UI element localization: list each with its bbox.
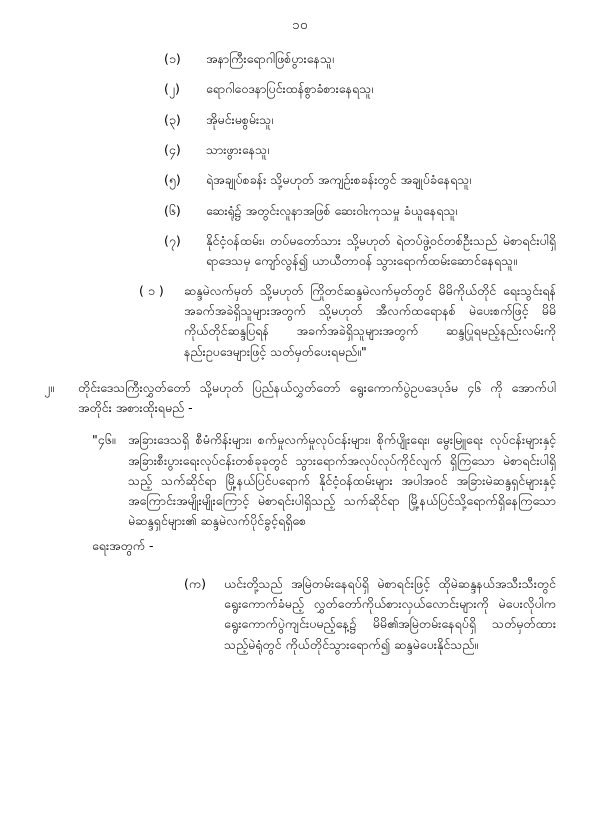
list-item-text: အနာကြီးရောဂါဖြစ်ပွားနေသူ၊ bbox=[206, 50, 335, 66]
page-number: ၁၀ bbox=[292, 18, 308, 33]
lettered-item-text: ယင်းတို့သည် အမြဲတမ်းနေရပ်ရှိ မဲစာရင်းဖြင့် ထိုမဲဆန္ဒနယ်အသီးသီးတွင် ရွေးကောက်ခံမည့် လွှတ်တော်ကိုယ်စားလှယ်လောင်းများကို မဲပေးလိုပါက ရွေးကောက်ပွဲကျင်းပမည့်နေ့၌ မိမိ၏အမြဲတမ်းနေရပ်ရှိ သတ်မှတ်ထားသည့်မဲရုံတွင် ကိုယ်တိုင်သွားရောက်၍ ဆန္ဒမဲပေးနိုင်သည်။ bbox=[224, 575, 556, 652]
list-item-marker: (၃) bbox=[164, 111, 181, 127]
list-item bbox=[44, 110, 556, 129]
quoted-section-marker: "၄၆။ bbox=[92, 432, 116, 448]
list-item-text: နိုင်ငံ့ဝန်ထမ်း၊ တပ်မတော်သား သို့မဟုတ် ရဲတပ်ဖွဲ့ဝင်တစ်ဦးသည် မဲစာရင်းပါရှိရာဒေသမှ ကျော်လွန်၍ ယာယီတာဝန် သွားရောက်ထမ်းဆောင်နေရသူ။ bbox=[206, 233, 556, 268]
list-item bbox=[44, 201, 556, 220]
list-item-marker: (၄) bbox=[164, 142, 181, 158]
paragraph-one-marker: ( ၁ ) bbox=[139, 282, 164, 298]
paragraph-one bbox=[44, 281, 556, 362]
list-item-marker: (၁) bbox=[164, 50, 181, 66]
list-item bbox=[44, 79, 556, 98]
list-item-marker: (၅) bbox=[164, 172, 181, 188]
list-item-text: ဆေးရုံ၌ အတွင်းလူနာအဖြစ် ဆေးဝါးကုသမှု ခံယူနေရသူ၊ bbox=[206, 202, 458, 218]
list-item-text: ရောဂါဝေဒနာပြင်းထန်စွာခံစားနေရသူ၊ bbox=[206, 81, 374, 97]
list-item-text: သားဖွားနေသူ၊ bbox=[206, 142, 270, 158]
list-item-marker: (၆) bbox=[164, 202, 181, 218]
paragraph-one-text: ဆန္ဒမဲလက်မှတ် သို့မဟုတ် ကြိုတင်ဆန္ဒမဲလက်မှတ်တွင် မိမိကိုယ်တိုင် ရေးသွင်းရန် အခက်အခဲရှိသူများအတွက် သို့မဟုတ် အီလက်ထရောနစ် မဲပေးစက်ဖြင့် မိမိကိုယ်တိုင်ဆန္ဒပြရန် အခက်အခဲရှိသူများအတွက် ဆန္ဒပြုရမည့်နည်းလမ်းကို နည်းဥပဒေများဖြင့် သတ်မှတ်ပေးရမည်။" bbox=[184, 282, 556, 359]
lettered-item-marker: (က) bbox=[184, 575, 206, 591]
quoted-section-text: အခြားဒေသရှိ စီမံကိန်းများ၊ စက်မှုလက်မှုလုပ်ငန်းများ၊ စိုက်ပျိုးရေး၊ မွေးမြူရေး လုပ်ငန်းများနှင့် အခြားစီးပွားရေးလုပ်ငန်းတစ်ခုခုတွင် သွားရောက်အလုပ်လုပ်ကိုင်လျက် ရှိကြသော မဲစာရင်းပါရှိသည့် သက်ဆိုင်ရာ မြို့နယ်ပြင်ပရောက် နိုင်ငံ့ဝန်ထမ်းများ အပါအဝင် အခြားမဲဆန္ဒရှင်များနှင့် အကြောင်းအမျိုးမျိုးကြောင့် မဲစာရင်းပါရှိသည့် သက်ဆိုင်ရာ မြို့နယ်ပြင်သို့ရောက်ရှိနေကြသော မဲဆန္ဒရှင်များ၏ ဆန္ဒမဲလက်ပိုင်ခွင့်ရရှိစေ bbox=[128, 432, 556, 529]
list-item-text: ရဲအချုပ်စခန်း သို့မဟုတ် အကျဉ်းစခန်းတွင် အချုပ်ခံနေရသူ၊ bbox=[206, 172, 472, 188]
numbered-list bbox=[44, 49, 556, 270]
lettered-item-ka bbox=[44, 574, 556, 655]
list-item-marker: (၇) bbox=[164, 233, 181, 249]
list-item bbox=[44, 231, 556, 270]
list-item bbox=[44, 170, 556, 189]
quoted-section bbox=[44, 430, 556, 531]
section-two bbox=[44, 378, 556, 419]
list-item-marker: (၂) bbox=[164, 81, 180, 97]
quoted-section-tail: ရေးအတွက် - bbox=[92, 537, 154, 553]
section-two-marker: ၂။ bbox=[44, 379, 54, 395]
list-item-text: အိုမင်းမစွမ်းသူ၊ bbox=[206, 111, 274, 127]
list-item bbox=[44, 49, 556, 68]
list-item bbox=[44, 140, 556, 159]
section-two-text: တိုင်းဒေသကြီးလွှတ်တော် သို့မဟုတ် ပြည်နယ်လွှတ်တော် ရွေးကောက်ပွဲဥပဒေပုဒ်မ ၄၆ ကို အောက်ပါအတိုင်း အစားထိုးရမည် - bbox=[78, 379, 556, 416]
